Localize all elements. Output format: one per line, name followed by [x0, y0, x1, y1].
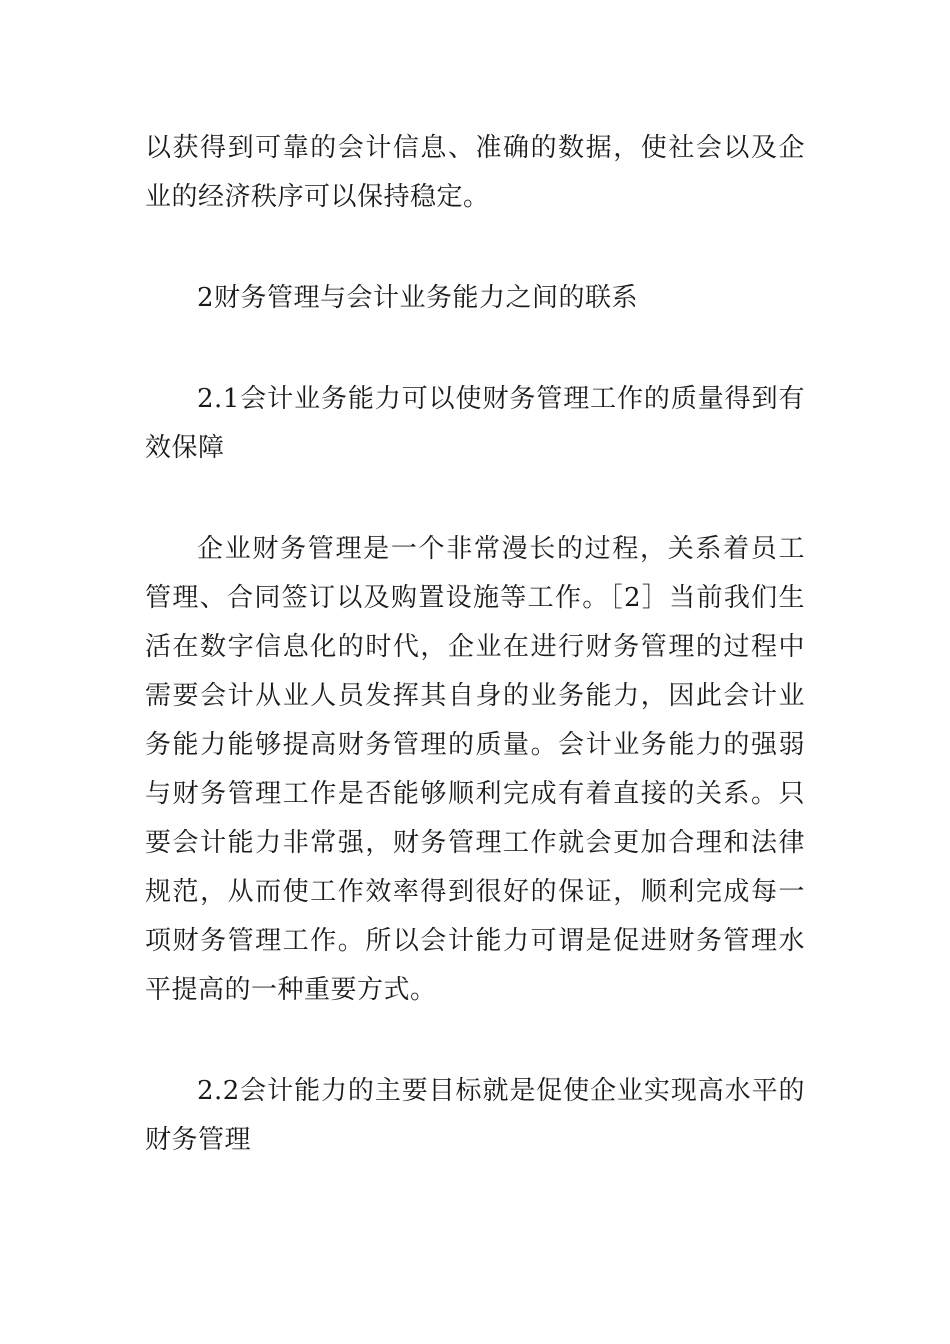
- subsection-heading: 2.1会计业务能力可以使财务管理工作的质量得到有效保障: [145, 384, 805, 463]
- paragraph-continuation: 以获得到可靠的会计信息、准确的数据，使社会以及企业的经济秩序可以保持稳定。: [145, 133, 805, 212]
- subsection-heading: 2.2会计能力的主要目标就是促使企业实现高水平的财务管理: [145, 1076, 805, 1155]
- section-heading: 2财务管理与会计业务能力之间的联系: [197, 283, 639, 313]
- body-paragraph: 企业财务管理是一个非常漫长的过程，关系着员工管理、合同签订以及购置设施等工作。［2］当前我们生活在数字信息化的时代，企业在进行财务管理的过程中需要会计从业人员发挥其自身的业务能力，因此会计业务能力能够提高财务管理的质量。会计业务能力的强弱与财务管理工作是否能够顺利完成有着直接的关系。只要会计能力非常强，财务管理工作就会更加合理和法律规范，从而使工作效率得到很好的保证，顺利完成每一项财务管理工作。所以会计能力可谓是促进财务管理水平提高的一种重要方式。: [145, 534, 805, 1005]
